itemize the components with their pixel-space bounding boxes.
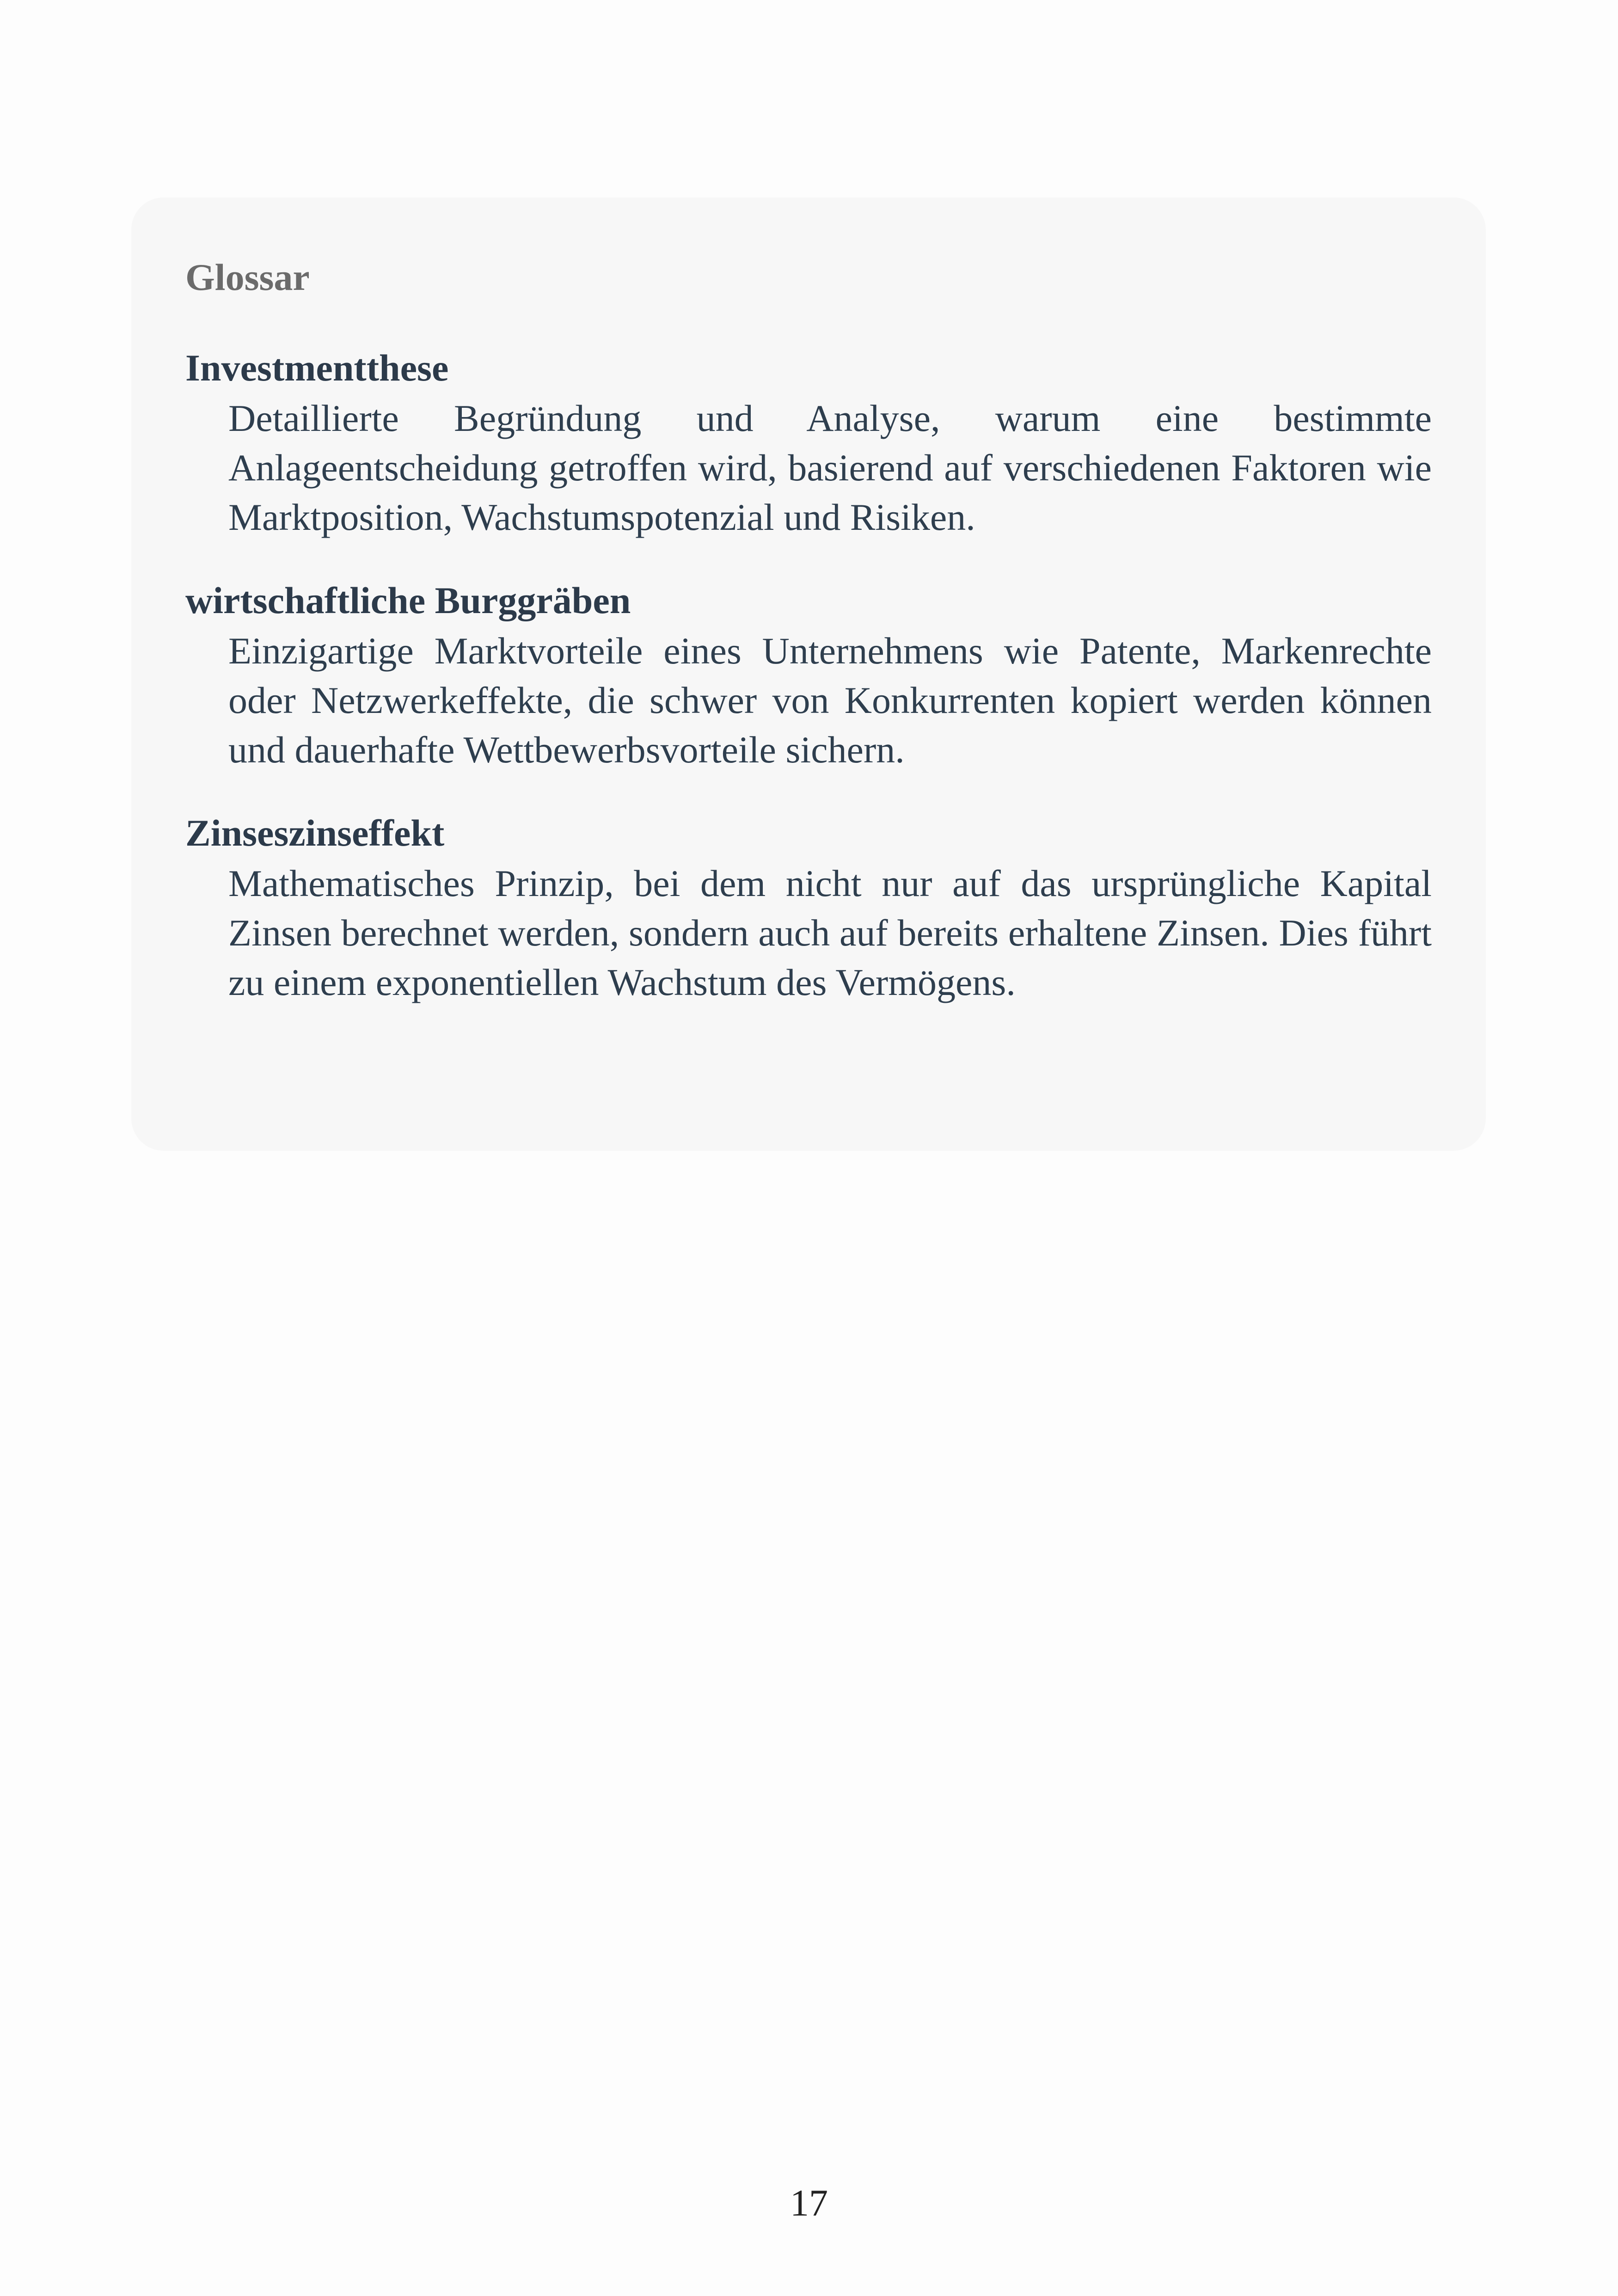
glossary-definition: Detaillierte Begründung und Analyse, warum eine bestimmte Anlageentscheidung getroffen wird, basierend auf verschiedenen Faktoren wie Marktposition, Wachstumspotenzial und Risiken.	[228, 397, 1432, 538]
glossary-definition: Einzigartige Marktvorteile eines Unternehmens wie Patente, Markenrechte oder Netzwerkeffekte, die schwer von Konkurrenten kopiert werden können und dauerhafte Wettbewerbsvorteile sichern.	[228, 630, 1432, 771]
glossary-term: Investmentthese	[185, 347, 449, 389]
glossary-term: Zinseszinseffekt	[185, 812, 445, 854]
page-number: 17	[790, 2182, 828, 2224]
glossary-entry	[185, 343, 1432, 542]
glossary-title: Glossar	[185, 256, 310, 298]
glossary-box	[131, 197, 1486, 1151]
glossary-list	[185, 343, 1432, 1007]
glossary-term: wirtschaftliche Burggräben	[185, 579, 631, 621]
glossary-definition: Mathematisches Prinzip, bei dem nicht nur auf das ursprüngliche Kapital Zinsen berechnet werden, sondern auch auf bereits erhaltene Zinsen. Dies führt zu einem exponentiellen Wachstum des Vermögens.	[228, 862, 1432, 1003]
glossary-entry	[185, 808, 1432, 1007]
glossary-entry	[185, 575, 1432, 774]
